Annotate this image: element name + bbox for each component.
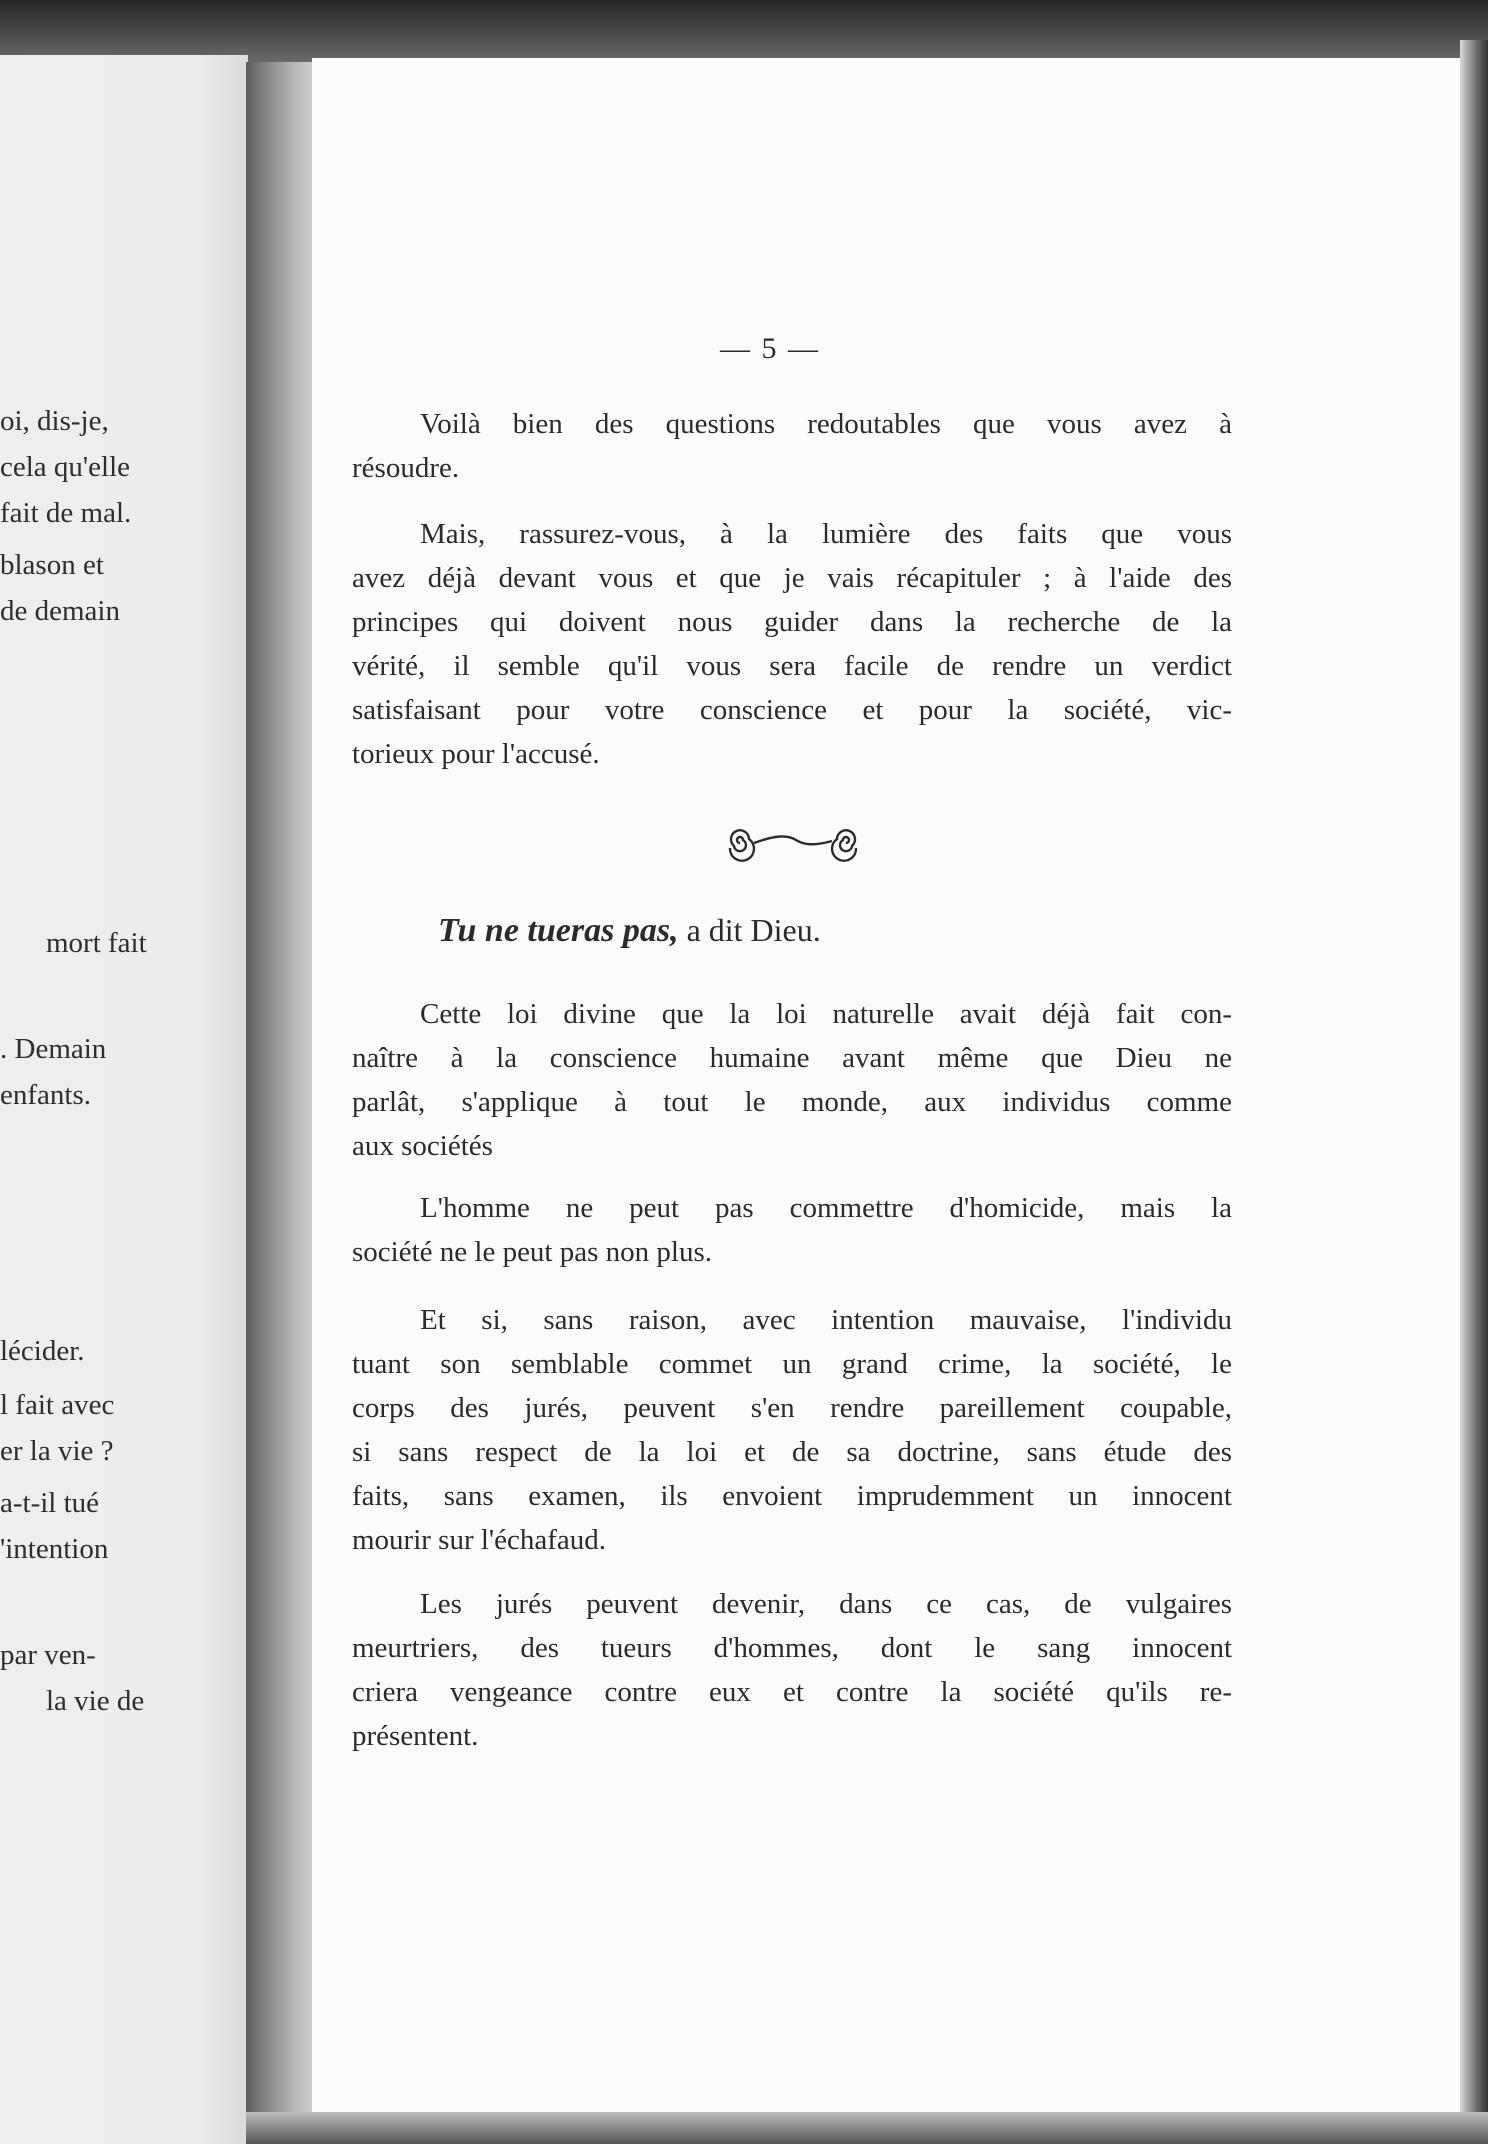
heading-rest: a dit Dieu. xyxy=(686,912,821,948)
text-line: tuant son semblable commet un grand crime, la société, le xyxy=(352,1348,1232,1380)
heading-italic: Tu ne tueras pas, xyxy=(438,912,679,949)
text-line: Cette loi divine que la loi naturelle avait déjà fait con- xyxy=(420,998,1232,1030)
scan-bottom-border xyxy=(246,2112,1488,2144)
text-line: Et si, sans raison, avec intention mauvaise, l'individu xyxy=(420,1304,1232,1336)
left-page-line: oi, dis-je, xyxy=(0,405,109,437)
text-line: si sans respect de la loi et de sa doctrine, sans étude des xyxy=(352,1436,1232,1468)
left-page-line: la vie de xyxy=(46,1685,145,1717)
left-page-line: lécider. xyxy=(0,1335,85,1367)
spiral-scroll-ornament xyxy=(718,818,868,868)
text-line: principes qui doivent nous guider dans la recherche de la xyxy=(352,606,1232,638)
paragraph xyxy=(352,1582,1232,1758)
text-line: mourir sur l'échafaud. xyxy=(352,1524,607,1556)
text-line: naître à la conscience humaine avant même que Dieu ne xyxy=(352,1042,1232,1074)
text-line: aux sociétés xyxy=(352,1130,493,1162)
left-page-line: enfants. xyxy=(0,1079,91,1111)
text-line: parlât, s'applique à tout le monde, aux individus comme xyxy=(352,1086,1232,1118)
text-line: résoudre. xyxy=(352,452,460,484)
left-page-line: mort fait xyxy=(46,927,147,959)
paragraph xyxy=(352,402,1232,490)
text-line: Mais, rassurez-vous, à la lumière des faits que vous xyxy=(420,518,1232,550)
text-line: torieux pour l'accusé. xyxy=(352,738,600,770)
left-page-line: a-t-il tué xyxy=(0,1487,100,1519)
text-line: faits, sans examen, ils envoient imprudemment un innocent xyxy=(352,1480,1232,1512)
text-line: meurtriers, des tueurs d'hommes, dont le sang innocent xyxy=(352,1632,1232,1664)
text-line: présentent. xyxy=(352,1720,479,1752)
left-page-line: er la vie ? xyxy=(0,1435,114,1467)
text-line: criera vengeance contre eux et contre la société qu'ils re- xyxy=(352,1676,1232,1708)
left-page-line: par ven- xyxy=(0,1639,96,1671)
text-line: Voilà bien des questions redoutables que vous avez à xyxy=(420,408,1232,440)
paragraph xyxy=(352,1298,1232,1562)
left-page-line: blason et xyxy=(0,549,104,581)
book-gutter xyxy=(246,62,320,2144)
scan-top-border xyxy=(0,0,1488,62)
text-line: vérité, il semble qu'il vous sera facile de rendre un verdict xyxy=(352,650,1232,682)
text-line: Les jurés peuvent devenir, dans ce cas, de vulgaires xyxy=(420,1588,1232,1620)
left-page-line: . Demain xyxy=(0,1033,107,1065)
text-line: corps des jurés, peuvent s'en rendre pareillement coupable, xyxy=(352,1392,1232,1424)
text-line: satisfaisant pour votre conscience et pour la société, vic- xyxy=(352,694,1232,726)
left-page-line: cela qu'elle xyxy=(0,451,131,483)
left-page-line: l fait avec xyxy=(0,1389,115,1421)
text-line: L'homme ne peut pas commettre d'homicide, mais la xyxy=(420,1192,1232,1224)
paragraph xyxy=(352,1186,1232,1274)
quote-heading xyxy=(438,912,821,950)
left-page-line: de demain xyxy=(0,595,120,627)
paragraph xyxy=(352,512,1232,776)
text-line: société ne le peut pas non plus. xyxy=(352,1236,712,1268)
scan-right-border xyxy=(1460,40,1488,2144)
text-line: avez déjà devant vous et que je vais récapituler ; à l'aide des xyxy=(352,562,1232,594)
left-page-line: fait de mal. xyxy=(0,497,132,529)
page-number: — 5 — xyxy=(720,332,820,365)
left-page-line: 'intention xyxy=(0,1533,109,1565)
left-page xyxy=(0,55,248,2144)
paragraph xyxy=(352,992,1232,1168)
